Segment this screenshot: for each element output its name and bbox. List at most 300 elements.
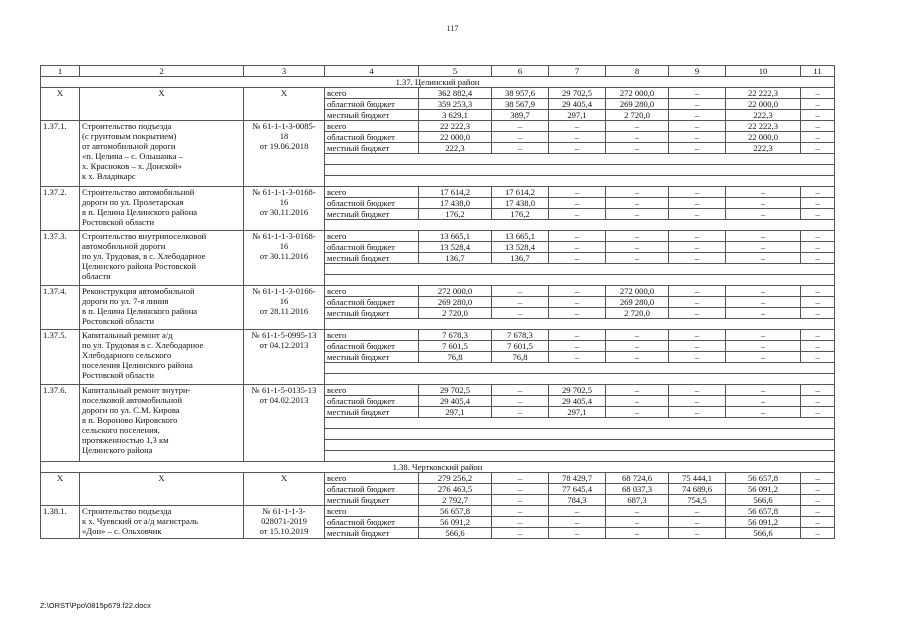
column-number: 2 xyxy=(80,66,244,77)
funding-value: – xyxy=(606,517,669,528)
funding-value: – xyxy=(669,330,726,341)
table-row xyxy=(41,187,835,198)
funding-value: 29 702,5 xyxy=(549,385,606,396)
funding-value: – xyxy=(606,121,669,132)
funding-value: – xyxy=(801,341,835,352)
empty-cell xyxy=(325,429,835,440)
funding-value: – xyxy=(606,407,669,418)
description-line: «Дон» – с. Ольховчик xyxy=(82,526,162,536)
funding-value: – xyxy=(669,506,726,517)
funding-value: – xyxy=(801,385,835,396)
funding-value: 7 678,3 xyxy=(492,330,549,341)
funding-value: 3 629,1 xyxy=(419,110,492,121)
funding-value: – xyxy=(801,253,835,264)
funding-source: местный бюджет xyxy=(325,143,419,154)
funding-value: – xyxy=(606,528,669,539)
funding-value: 22 000,0 xyxy=(419,132,492,143)
funding-value: – xyxy=(549,187,606,198)
empty-cell xyxy=(325,440,835,451)
funding-value: 22 000,0 xyxy=(726,132,801,143)
object-description xyxy=(80,121,244,187)
funding-value: – xyxy=(726,297,801,308)
funding-value: – xyxy=(606,242,669,253)
funding-value: 359 253,3 xyxy=(419,99,492,110)
document-reference xyxy=(244,330,325,385)
funding-source: областной бюджет xyxy=(325,517,419,528)
description-line: в п. Вороново Кировского xyxy=(82,415,178,425)
description-line: Ростовской области xyxy=(82,370,155,380)
funding-value: 272 000,0 xyxy=(606,286,669,297)
funding-value: – xyxy=(801,121,835,132)
description-line: Строительство внутрипоселковой xyxy=(82,231,207,241)
document-reference xyxy=(244,506,325,539)
section-header-row xyxy=(41,462,835,473)
funding-value: – xyxy=(801,495,835,506)
funding-value: 13 528,4 xyxy=(419,242,492,253)
funding-value: – xyxy=(492,385,549,396)
funding-value: – xyxy=(669,297,726,308)
funding-value: – xyxy=(549,231,606,242)
funding-value: – xyxy=(669,352,726,363)
funding-value: – xyxy=(669,253,726,264)
document-line: 028071-2019 xyxy=(261,516,307,526)
description-line: к х. Владикарс xyxy=(82,171,136,181)
funding-source: местный бюджет xyxy=(325,407,419,418)
table-row xyxy=(41,121,835,132)
document-reference xyxy=(244,231,325,286)
description-line: Ростовской области xyxy=(82,316,155,326)
funding-value: 56 657,8 xyxy=(419,506,492,517)
funding-value: – xyxy=(669,99,726,110)
funding-value: – xyxy=(606,330,669,341)
section-total-row xyxy=(41,88,835,99)
item-number: 1.37.5. xyxy=(41,330,80,385)
object-description xyxy=(80,385,244,462)
funding-value: – xyxy=(549,517,606,528)
empty-cell xyxy=(325,220,835,231)
funding-value: – xyxy=(549,286,606,297)
funding-value: – xyxy=(606,396,669,407)
funding-value: – xyxy=(669,187,726,198)
funding-value: – xyxy=(726,396,801,407)
funding-value: – xyxy=(669,143,726,154)
funding-value: – xyxy=(669,308,726,319)
funding-value: 272 000,0 xyxy=(419,286,492,297)
description-line: Капитальный ремонт а/д xyxy=(82,330,173,340)
document-reference xyxy=(244,187,325,231)
object-description xyxy=(80,286,244,330)
funding-value: – xyxy=(492,286,549,297)
funding-value: 76,8 xyxy=(492,352,549,363)
funding-value: – xyxy=(606,352,669,363)
funding-value: – xyxy=(549,242,606,253)
document-line: от 19.06.2018 xyxy=(259,141,309,151)
funding-value: – xyxy=(801,110,835,121)
funding-value: – xyxy=(669,528,726,539)
funding-source: местный бюджет xyxy=(325,209,419,220)
item-number: 1.37.4. xyxy=(41,286,80,330)
description-line: Целинского района Ростовской xyxy=(82,261,196,271)
funding-value: – xyxy=(669,396,726,407)
column-number: 10 xyxy=(726,66,801,77)
funding-value: – xyxy=(801,286,835,297)
empty-cell xyxy=(325,418,835,429)
funding-value: – xyxy=(801,88,835,99)
column-number: 8 xyxy=(606,66,669,77)
file-path-footer: Z:\ORST\Ppo\0815p679.f22.docx xyxy=(40,601,151,610)
document-line: от 04.02.2013 xyxy=(259,395,309,405)
funding-value: – xyxy=(549,308,606,319)
description-line: Строительство автомобильной xyxy=(82,187,195,197)
funding-value: 566,6 xyxy=(726,495,801,506)
funding-value: – xyxy=(606,187,669,198)
funding-value: 17 438,0 xyxy=(492,198,549,209)
funding-value: – xyxy=(726,352,801,363)
funding-value: 13 665,1 xyxy=(419,231,492,242)
funding-value: – xyxy=(801,352,835,363)
funding-value: 78 429,7 xyxy=(549,473,606,484)
row-number: Х xyxy=(41,88,80,121)
funding-value: – xyxy=(492,143,549,154)
funding-value: 362 882,4 xyxy=(419,88,492,99)
document-line: от 15.10.2019 xyxy=(259,526,309,536)
funding-value: 7 601,5 xyxy=(419,341,492,352)
funding-source: областной бюджет xyxy=(325,198,419,209)
funding-value: – xyxy=(801,242,835,253)
funding-value: 68 724,6 xyxy=(606,473,669,484)
funding-value: 269 280,0 xyxy=(606,297,669,308)
funding-value: – xyxy=(606,385,669,396)
funding-value: – xyxy=(801,528,835,539)
funding-value: – xyxy=(492,506,549,517)
funding-source: областной бюджет xyxy=(325,297,419,308)
document-line: от 30.11.2016 xyxy=(259,251,309,261)
document-reference xyxy=(244,286,325,330)
funding-source: местный бюджет xyxy=(325,352,419,363)
empty-cell xyxy=(325,451,835,462)
funding-value: 222,3 xyxy=(726,110,801,121)
object-description xyxy=(80,330,244,385)
funding-value: – xyxy=(726,385,801,396)
funding-value: – xyxy=(492,495,549,506)
funding-value: – xyxy=(492,528,549,539)
funding-value: 75 444,1 xyxy=(669,473,726,484)
description-line: Хлебодарного сельского xyxy=(82,350,172,360)
description-line: по ул. Трудовая в с. Хлебодарное xyxy=(82,340,204,350)
column-number: 7 xyxy=(549,66,606,77)
object-description xyxy=(80,187,244,231)
funding-source: областной бюджет xyxy=(325,132,419,143)
funding-value: – xyxy=(801,132,835,143)
funding-value: – xyxy=(549,352,606,363)
funding-value: 136,7 xyxy=(492,253,549,264)
funding-source: областной бюджет xyxy=(325,242,419,253)
column-number: 1 xyxy=(41,66,80,77)
document-line: от 28.11.2016 xyxy=(259,306,309,316)
funding-value: – xyxy=(726,198,801,209)
description-line: поселковой автомобильной xyxy=(82,395,183,405)
table-row xyxy=(41,231,835,242)
empty-cell xyxy=(325,264,835,275)
funding-value: 29 405,4 xyxy=(549,396,606,407)
funding-value: – xyxy=(549,143,606,154)
funding-value: – xyxy=(669,407,726,418)
funding-value: 56 657,8 xyxy=(726,506,801,517)
funding-source: местный бюджет xyxy=(325,110,419,121)
item-number: 1.37.3. xyxy=(41,231,80,286)
empty-cell xyxy=(325,363,835,374)
funding-value: – xyxy=(669,209,726,220)
funding-value: 2 720,0 xyxy=(606,308,669,319)
funding-value: – xyxy=(801,209,835,220)
description-line: Строительство подъезда xyxy=(82,506,172,516)
funding-value: – xyxy=(726,253,801,264)
document-line: № 61-1-1-3-0085- xyxy=(252,121,316,131)
document-line: от 30.11.2016 xyxy=(259,207,309,217)
funding-value: 29 702,5 xyxy=(419,385,492,396)
funding-source: местный бюджет xyxy=(325,253,419,264)
funding-value: – xyxy=(492,308,549,319)
funding-value: 2 792,7 xyxy=(419,495,492,506)
funding-value: 176,2 xyxy=(492,209,549,220)
funding-value: – xyxy=(549,253,606,264)
funding-value: – xyxy=(606,132,669,143)
funding-value: – xyxy=(669,231,726,242)
document-line: 16 xyxy=(279,241,289,251)
document-line: № 61-1-1-3- xyxy=(262,506,306,516)
funding-value: – xyxy=(549,341,606,352)
document-reference: Х xyxy=(244,88,325,121)
funding-value: – xyxy=(726,242,801,253)
funding-value: – xyxy=(726,209,801,220)
funding-source: всего xyxy=(325,506,419,517)
document-reference: Х xyxy=(244,473,325,506)
funding-source: всего xyxy=(325,187,419,198)
description-line: Целинского района xyxy=(82,445,153,455)
description-line: дороги по ул. С.М. Кирова xyxy=(82,405,180,415)
funding-value: 77 645,4 xyxy=(549,484,606,495)
funding-value: – xyxy=(669,286,726,297)
document-reference xyxy=(244,385,325,462)
funding-value: 2 720,0 xyxy=(606,110,669,121)
object-description: Х xyxy=(80,473,244,506)
funding-value: – xyxy=(801,297,835,308)
funding-value: – xyxy=(492,396,549,407)
description-line: в п. Целина Целинского района xyxy=(82,306,198,316)
empty-cell xyxy=(325,319,835,330)
funding-value: – xyxy=(549,330,606,341)
description-line: дороги по ул. Пролетарская xyxy=(82,197,184,207)
section-title: 1.38. Чертковский район xyxy=(41,462,835,473)
funding-value: 269 280,0 xyxy=(419,297,492,308)
funding-source: всего xyxy=(325,88,419,99)
funding-value: – xyxy=(669,242,726,253)
description-line: от автомобильной дороги xyxy=(82,141,176,151)
funding-value: – xyxy=(669,110,726,121)
funding-value: – xyxy=(726,286,801,297)
funding-source: всего xyxy=(325,473,419,484)
funding-value: – xyxy=(492,132,549,143)
column-number: 3 xyxy=(244,66,325,77)
funding-value: 56 091,2 xyxy=(419,517,492,528)
funding-value: 222,3 xyxy=(726,143,801,154)
funding-value: 68 037,3 xyxy=(606,484,669,495)
funding-value: – xyxy=(606,198,669,209)
funding-value: 56 091,2 xyxy=(726,484,801,495)
funding-source: всего xyxy=(325,231,419,242)
document-line: № 61-1-5-0135-13 xyxy=(251,385,317,395)
document-line: от 04.12.2013 xyxy=(259,340,309,350)
funding-value: 389,7 xyxy=(492,110,549,121)
description-line: по ул. Трудовая, в с. Хлебодарное xyxy=(82,251,206,261)
funding-value: 279 256,2 xyxy=(419,473,492,484)
funding-value: 222,3 xyxy=(419,143,492,154)
document-reference xyxy=(244,121,325,187)
funding-value: 7 678,3 xyxy=(419,330,492,341)
item-number: 1.37.6. xyxy=(41,385,80,462)
table-row xyxy=(41,286,835,297)
column-number: 6 xyxy=(492,66,549,77)
funding-value: 56 657,8 xyxy=(726,473,801,484)
funding-value: 13 665,1 xyxy=(492,231,549,242)
funding-value: – xyxy=(492,473,549,484)
item-number: 1.37.2. xyxy=(41,187,80,231)
description-line: к х. Чуевский от а/д магистраль xyxy=(82,516,199,526)
funding-value: – xyxy=(801,187,835,198)
funding-value: – xyxy=(801,198,835,209)
funding-source: областной бюджет xyxy=(325,484,419,495)
funding-source: областной бюджет xyxy=(325,396,419,407)
funding-source: областной бюджет xyxy=(325,341,419,352)
document-line: 18 xyxy=(279,131,289,141)
funding-value: 754,5 xyxy=(669,495,726,506)
description-line: протяженностью 1,3 км xyxy=(82,435,169,445)
funding-value: – xyxy=(801,484,835,495)
table-row xyxy=(41,506,835,517)
funding-value: – xyxy=(726,341,801,352)
document-line: № 61-1-1-3-0166- xyxy=(252,286,316,296)
funding-value: – xyxy=(669,517,726,528)
funding-source: местный бюджет xyxy=(325,528,419,539)
funding-value: – xyxy=(606,341,669,352)
funding-value: – xyxy=(669,121,726,132)
description-line: х. Красноков – х. Донской» xyxy=(82,161,182,171)
funding-value: 76,8 xyxy=(419,352,492,363)
funding-value: – xyxy=(669,132,726,143)
funding-value: 38 567,9 xyxy=(492,99,549,110)
funding-value: – xyxy=(549,209,606,220)
description-line: поселения Целинского района xyxy=(82,360,193,370)
funding-value: – xyxy=(606,209,669,220)
funding-value: – xyxy=(801,473,835,484)
funding-source: областной бюджет xyxy=(325,99,419,110)
funding-value: 22 222,3 xyxy=(726,88,801,99)
funding-value: 566,6 xyxy=(419,528,492,539)
funding-value: 269 280,0 xyxy=(606,99,669,110)
funding-value: 136,7 xyxy=(419,253,492,264)
funding-value: – xyxy=(801,231,835,242)
funding-value: – xyxy=(801,99,835,110)
empty-cell xyxy=(325,154,835,165)
funding-value: 17 614,2 xyxy=(419,187,492,198)
column-number-row xyxy=(41,66,835,77)
funding-value: 22 222,3 xyxy=(419,121,492,132)
funding-value: 56 091,2 xyxy=(726,517,801,528)
funding-value: 74 689,6 xyxy=(669,484,726,495)
empty-cell xyxy=(325,275,835,286)
funding-value: 297,1 xyxy=(549,110,606,121)
funding-value: – xyxy=(726,407,801,418)
funding-value: 687,3 xyxy=(606,495,669,506)
funding-value: – xyxy=(606,253,669,264)
funding-value: 272 000,0 xyxy=(606,88,669,99)
funding-value: 297,1 xyxy=(419,407,492,418)
item-number: 1.37.1. xyxy=(41,121,80,187)
funding-value: – xyxy=(801,506,835,517)
description-line: Капитальный ремонт внутри- xyxy=(82,385,191,395)
section-title: 1.37. Целинский район xyxy=(41,77,835,88)
funding-value: 297,1 xyxy=(549,407,606,418)
description-line: сельского поселения, xyxy=(82,425,160,435)
table-row xyxy=(41,330,835,341)
funding-value: – xyxy=(726,308,801,319)
funding-value: – xyxy=(549,297,606,308)
funding-value: 38 957,6 xyxy=(492,88,549,99)
funding-value: – xyxy=(669,198,726,209)
funding-value: – xyxy=(669,341,726,352)
funding-value: – xyxy=(669,88,726,99)
funding-value: – xyxy=(726,187,801,198)
funding-value: – xyxy=(801,517,835,528)
funding-value: 566,6 xyxy=(726,528,801,539)
description-line: в п. Целина Целинского района xyxy=(82,207,198,217)
description-line: (с грунтовым покрытием) xyxy=(82,131,177,141)
funding-source: всего xyxy=(325,121,419,132)
section-header-row xyxy=(41,77,835,88)
page-number: 117 xyxy=(446,24,459,33)
object-description xyxy=(80,231,244,286)
funding-value: 29 702,5 xyxy=(549,88,606,99)
funding-value: 29 405,4 xyxy=(549,99,606,110)
funding-value: – xyxy=(801,407,835,418)
empty-cell xyxy=(325,176,835,187)
funding-value: – xyxy=(492,484,549,495)
funding-value: 784,3 xyxy=(549,495,606,506)
financing-table xyxy=(40,65,835,539)
funding-value: 13 528,4 xyxy=(492,242,549,253)
funding-value: – xyxy=(549,132,606,143)
description-line: Реконструкция автомобильной xyxy=(82,286,195,296)
funding-value: – xyxy=(606,231,669,242)
funding-value: – xyxy=(492,121,549,132)
funding-value: 17 614,2 xyxy=(492,187,549,198)
funding-source: всего xyxy=(325,385,419,396)
funding-source: местный бюджет xyxy=(325,495,419,506)
column-number: 4 xyxy=(325,66,419,77)
object-description xyxy=(80,506,244,539)
funding-value: – xyxy=(801,330,835,341)
funding-value: – xyxy=(549,198,606,209)
column-number: 11 xyxy=(801,66,835,77)
funding-value: 22 222,3 xyxy=(726,121,801,132)
object-description: Х xyxy=(80,88,244,121)
description-line: дороги по ул. 7-я линия xyxy=(82,296,169,306)
document-line: № 61-1-1-3-0168- xyxy=(252,187,316,197)
document-line: № 61-1-1-3-0168- xyxy=(252,231,316,241)
funding-value: – xyxy=(801,143,835,154)
funding-value: 17 438,0 xyxy=(419,198,492,209)
description-line: Ростовской области xyxy=(82,217,155,227)
